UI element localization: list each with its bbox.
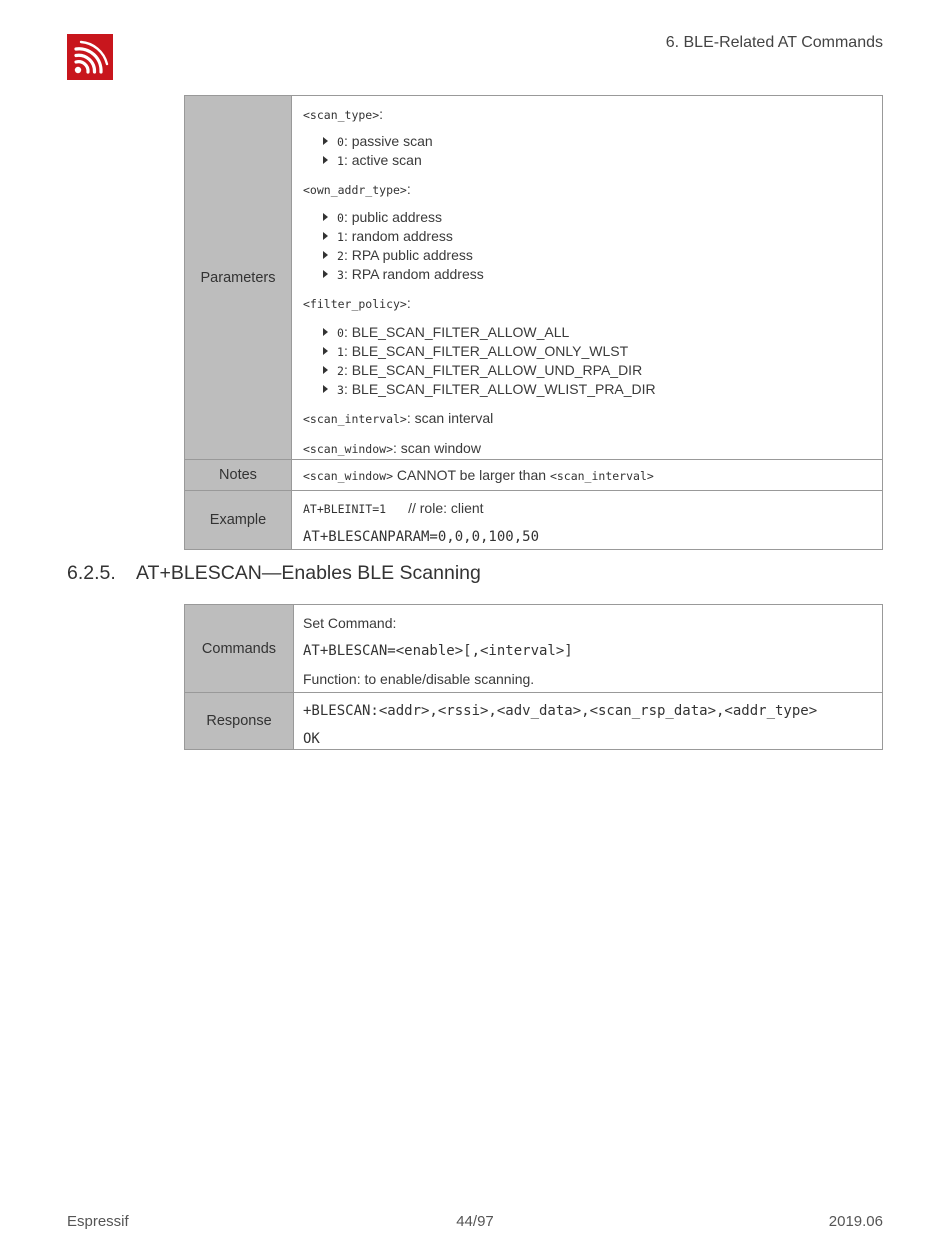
example-line-2: AT+BLESCANPARAM=0,0,0,100,50 bbox=[303, 529, 540, 545]
list-item: 1: random address bbox=[323, 227, 871, 246]
list-item: 1: active scan bbox=[323, 151, 871, 170]
section-heading bbox=[67, 562, 481, 585]
response-label: Response bbox=[185, 693, 294, 750]
list-item: 0: passive scan bbox=[323, 132, 871, 151]
list-item: 1: BLE_SCAN_FILTER_ALLOW_ONLY_WLST bbox=[323, 342, 871, 361]
list-item: 3: BLE_SCAN_FILTER_ALLOW_WLIST_PRA_DIR bbox=[323, 380, 871, 399]
list-item: 3: RPA random address bbox=[323, 265, 871, 284]
filter-policy-param: <filter_policy>: bbox=[303, 295, 411, 311]
set-command-label: Set Command: bbox=[303, 615, 397, 631]
notes-label: Notes bbox=[185, 460, 292, 491]
footer-page-number: 44/97 bbox=[456, 1213, 494, 1230]
example-cell bbox=[292, 491, 883, 550]
commands-cell bbox=[294, 605, 883, 693]
own-addr-type-param: <own_addr_type>: bbox=[303, 181, 411, 197]
list-item: 0: BLE_SCAN_FILTER_ALLOW_ALL bbox=[323, 323, 871, 342]
notes-cell bbox=[292, 460, 883, 491]
own-addr-type-list bbox=[303, 208, 871, 284]
function-text: Function: to enable/disable scanning. bbox=[303, 671, 535, 687]
command-table bbox=[184, 604, 883, 750]
list-item: 2: RPA public address bbox=[323, 246, 871, 265]
scan-window-param: <scan_window>: scan window bbox=[303, 440, 481, 456]
page-header-title: 6. BLE-Related AT Commands bbox=[665, 34, 883, 51]
parameters-label: Parameters bbox=[185, 96, 292, 460]
scan-type-list bbox=[303, 132, 871, 170]
list-item: 0: public address bbox=[323, 208, 871, 227]
scan-type-param: <scan_type>: bbox=[303, 106, 384, 122]
response-text: +BLESCAN:<addr>,<rssi>,<adv_data>,<scan_rsp_data>,<addr_type> bbox=[303, 703, 818, 719]
response-cell bbox=[294, 693, 883, 750]
section-number: 6.2.5. bbox=[67, 562, 116, 584]
notes-text: <scan_window> CANNOT be larger than <scan_interval> bbox=[303, 466, 654, 483]
scan-interval-param: <scan_interval>: scan interval bbox=[303, 410, 494, 426]
espressif-logo-icon bbox=[67, 34, 113, 80]
parameters-table bbox=[184, 95, 883, 550]
filter-policy-list bbox=[303, 323, 871, 399]
response-ok: OK bbox=[303, 731, 320, 747]
footer-company: Espressif bbox=[67, 1213, 129, 1230]
example-label: Example bbox=[185, 491, 292, 550]
section-title: AT+BLESCAN—Enables BLE Scanning bbox=[136, 562, 481, 584]
footer-date: 2019.06 bbox=[828, 1213, 883, 1230]
parameters-cell bbox=[292, 96, 883, 460]
example-line-1: AT+BLEINIT=1 // role: client bbox=[303, 500, 484, 516]
list-item: 2: BLE_SCAN_FILTER_ALLOW_UND_RPA_DIR bbox=[323, 361, 871, 380]
commands-label: Commands bbox=[185, 605, 294, 693]
command-syntax: AT+BLESCAN=<enable>[,<interval>] bbox=[303, 643, 573, 659]
